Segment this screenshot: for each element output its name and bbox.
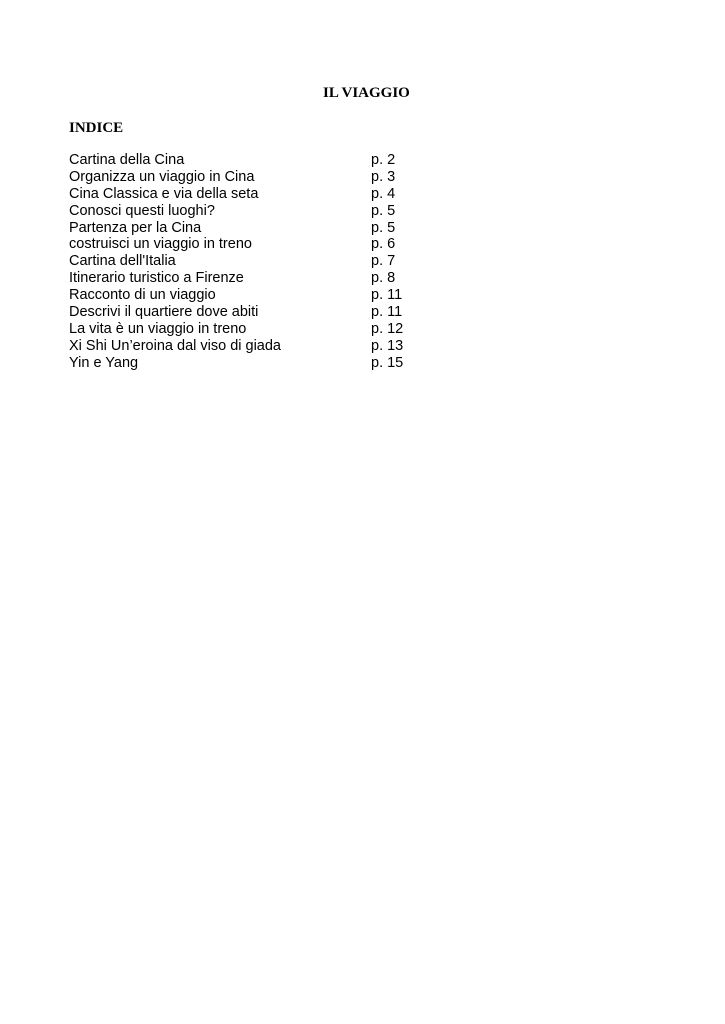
toc-entry-label: Cartina dell'Italia: [69, 253, 176, 270]
toc-entry: [69, 338, 431, 355]
toc-entry-label: Yin e Yang: [69, 354, 139, 371]
toc-entry-page: p. 15: [371, 354, 404, 371]
toc-entry: [69, 169, 431, 186]
toc-entry-page: p. 7: [371, 253, 396, 270]
table-of-contents: [69, 152, 431, 372]
toc-entry-label: Conosci questi luoghi?: [69, 202, 215, 219]
toc-entry-page: p. 13: [371, 337, 404, 354]
toc-entry-page: p. 5: [371, 202, 396, 219]
index-heading: INDICE: [69, 120, 124, 136]
toc-entry-label: costruisci un viaggio in treno: [69, 236, 252, 253]
toc-entry: [69, 220, 431, 237]
toc-entry: [69, 186, 431, 203]
toc-entry-page: p. 11: [371, 287, 403, 304]
toc-entry-label: Cina Classica e via della seta: [69, 185, 259, 202]
toc-entry-page: p. 4: [371, 185, 396, 202]
toc-entry-page: p. 11: [371, 304, 403, 321]
document-title: IL VIAGGIO: [323, 85, 410, 101]
toc-entry: [69, 270, 431, 287]
toc-entry: [69, 355, 431, 372]
toc-entry-page: p. 3: [371, 168, 396, 185]
toc-entry: [69, 321, 431, 338]
toc-entry-label: Racconto di un viaggio: [69, 287, 216, 304]
toc-entry: [69, 253, 431, 270]
toc-entry-page: p. 5: [371, 219, 396, 236]
toc-entry-page: p. 6: [371, 236, 396, 253]
toc-entry: [69, 287, 431, 304]
toc-entry-label: Partenza per la Cina: [69, 219, 202, 236]
toc-entry-label: La vita è un viaggio in treno: [69, 320, 247, 337]
toc-entry: [69, 304, 431, 321]
toc-entry-label: Itinerario turistico a Firenze: [69, 270, 244, 287]
toc-entry: [69, 152, 431, 169]
toc-entry: [69, 203, 431, 220]
toc-entry-label: Descrivi il quartiere dove abiti: [69, 304, 259, 321]
toc-entry-page: p. 8: [371, 270, 396, 287]
toc-entry-label: Xi Shi Un’eroina dal viso di giada: [69, 337, 281, 354]
toc-entry-label: Cartina della Cina: [69, 152, 185, 168]
toc-entry-page: p. 12: [371, 320, 404, 337]
toc-entry-label: Organizza un viaggio in Cina: [69, 168, 255, 185]
toc-entry-page: p. 2: [371, 152, 396, 168]
toc-entry: [69, 236, 431, 253]
